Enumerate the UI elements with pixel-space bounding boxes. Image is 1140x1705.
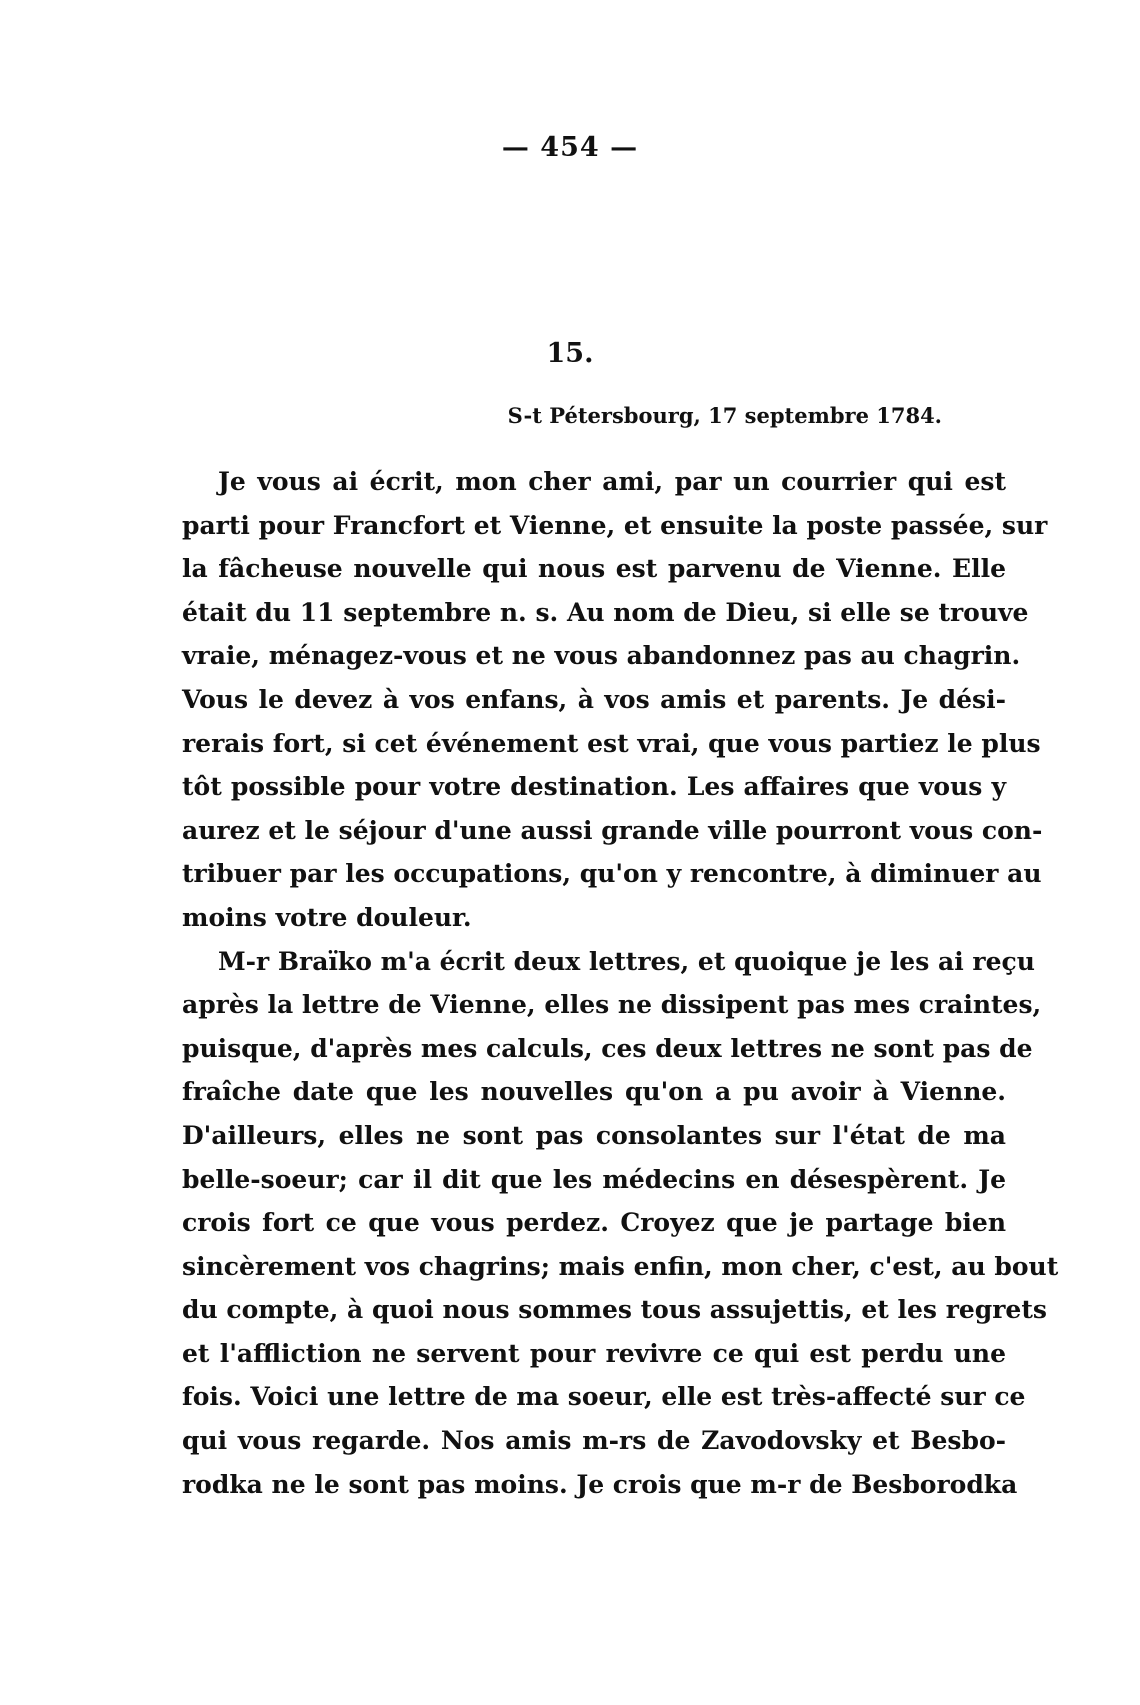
text-line: crois fort ce que vous perdez. Croyez que je partage bien [182, 1208, 1006, 1238]
text-line: qui vous regarde. Nos amis m-rs de Zavodovsky et Besbo- [182, 1426, 1006, 1456]
text-line: était du 11 septembre n. s. Au nom de Dieu, si elle se trouve [182, 597, 1029, 627]
text-line: fraîche date que les nouvelles qu'on a pu avoir à Vienne. [182, 1077, 1006, 1107]
letter-body [182, 460, 1059, 1506]
text-line: vraie, ménagez-vous et ne vous abandonnez pas au chagrin. [182, 641, 1021, 671]
text-line: rodka ne le sont pas moins. Je crois que m-r de Besborodka [182, 1469, 1018, 1499]
text-line: tôt possible pour votre destination. Les affaires que vous y [182, 772, 1006, 802]
letter-dateline: S-t Pétersbourg, 17 septembre 1784. [507, 403, 942, 428]
text-line: puisque, d'après mes calculs, ces deux lettres ne sont pas de [182, 1033, 1033, 1063]
text-line: D'ailleurs, elles ne sont pas consolantes sur l'état de ma [182, 1120, 1006, 1150]
text-line: du compte, à quoi nous sommes tous assujettis, et les regrets [182, 1295, 1047, 1325]
text-line: Je vous ai écrit, mon cher ami, par un courrier qui est [218, 467, 1006, 496]
text-line: fois. Voici une lettre de ma soeur, elle est très-affecté sur ce [182, 1382, 1026, 1412]
text-line: parti pour Francfort et Vienne, et ensuite la poste passée, sur [182, 510, 1048, 540]
page-number: — 454 — [501, 132, 639, 163]
text-line: Vous le devez à vos enfans, à vos amis et parents. Je dési- [182, 684, 1006, 714]
text-line: sincèrement vos chagrins; mais enfin, mon cher, c'est, au bout [182, 1251, 1059, 1281]
text-line: et l'affliction ne servent pour revivre ce qui est perdu une [182, 1338, 1006, 1368]
text-line: aurez et le séjour d'une aussi grande ville pourront vous con- [182, 815, 1043, 845]
text-line: rerais fort, si cet événement est vrai, que vous partiez le plus [182, 728, 1041, 758]
text-line: la fâcheuse nouvelle qui nous est parvenu de Vienne. Elle [182, 554, 1006, 584]
text-line: tribuer par les occupations, qu'on y rencontre, à diminuer au [182, 859, 1042, 889]
text-line: belle-soeur; car il dit que les médecins en désespèrent. Je [182, 1164, 1006, 1194]
paragraph [182, 940, 1059, 1507]
text-line: après la lettre de Vienne, elles ne dissipent pas mes craintes, [182, 990, 1042, 1020]
text-line: moins votre douleur. [182, 902, 472, 932]
letter-number: 15. [546, 338, 594, 369]
text-line: M-r Braïko m'a écrit deux lettres, et quoique je les ai reçu [218, 946, 1035, 976]
paragraph [182, 460, 1048, 940]
